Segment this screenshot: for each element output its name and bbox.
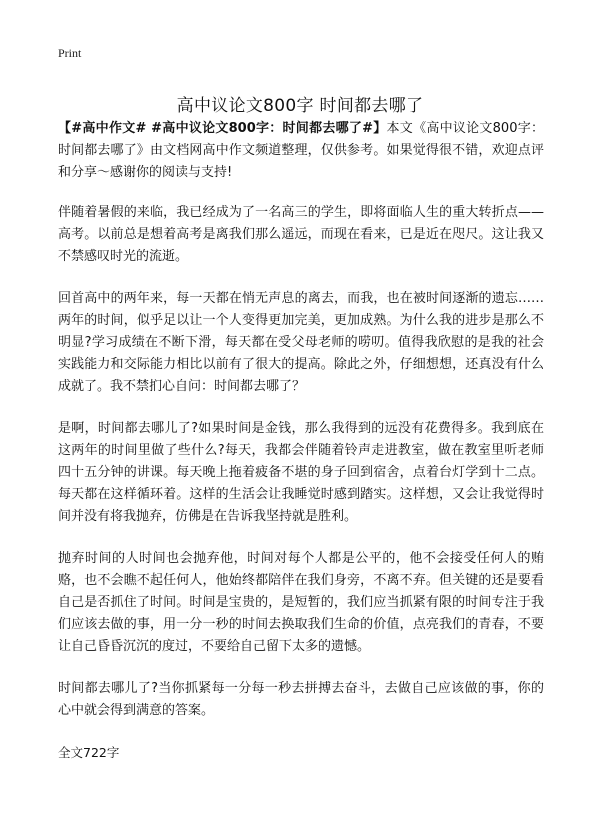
intro-tag: 【#高中作文# #高中议论文800字：时间都去哪了#】 (58, 121, 387, 136)
article-body (58, 118, 544, 764)
article-title: 高中议论文800字 时间都去哪了 (176, 96, 424, 117)
paragraph-2: 回首高中的两年来，每一天都在悄无声息的离去，而我，也在被时间逐渐的遗忘……两年的时间，似乎足以让一个人变得更加完美，更加成熟。为什么我的进步是那么不明显?学习成绩在不断下滑，每天都在受父母老师的唠叨。值得我欣慰的是我的社会实践能力和交际能力相比以前有了很大的提高。除此之外，仔细想想，还真没有什么成就了。我不禁扪心自问：时间都去哪了？ (58, 291, 544, 394)
paragraph-1: 伴随着暑假的来临，我已经成为了一名高三的学生，即将面临人生的重大转折点——高考。以前总是想着高考是离我们那么遥远，而现在看来，已是近在咫尺。这让我又不禁感叹时光的流逝。 (58, 205, 544, 264)
word-count: 全文722字 (58, 745, 120, 760)
paragraph-3: 是啊，时间都去哪儿了?如果时间是金钱，那么我得到的远没有花费得多。我到底在这两年的时间里做了些什么?每天，我都会伴随着铃声走进教室，做在教室里听老师四十五分钟的讲课。每天晚上拖着疲备不堪的身子回到宿舍，点着台灯学到十二点。每天都在这样循环着。这样的生活会让我睡觉时感到踏实。这样想，又会让我觉得时间并没有将我抛弃，仿佛是在告诉我坚持就是胜利。 (58, 421, 544, 524)
paragraph-5: 时间都去哪儿了?当你抓紧每一分每一秒去拼搏去奋斗，去做自己应该做的事，你的心中就会得到满意的答案。 (58, 681, 544, 718)
intro-text: 本文《高中议论文800字：时间都去哪了》由文档网高中作文频道整理，仅供参考。如果觉得很不错，欢迎点评和分享～感谢你的阅读与支持! (58, 121, 544, 180)
intro-paragraph (58, 118, 544, 184)
print-label: Print (58, 46, 82, 60)
paragraph-4: 抛弃时间的人时间也会抛弃他，时间对每个人都是公平的，他不会接受任何人的贿赂，也不会瞧不起任何人，他始终都陪伴在我们身旁，不离不弃。但关键的还是要看自己是否抓住了时间。时间是宝贵的，是短暂的，我们应当抓紧有限的时间专注于我们应该去做的事，用一分一秒的时间去换取我们生命的价值，点亮我们的青春，不要让自己昏昏沉沉的度过，不要给自己留下太多的遗憾。 (58, 551, 544, 654)
